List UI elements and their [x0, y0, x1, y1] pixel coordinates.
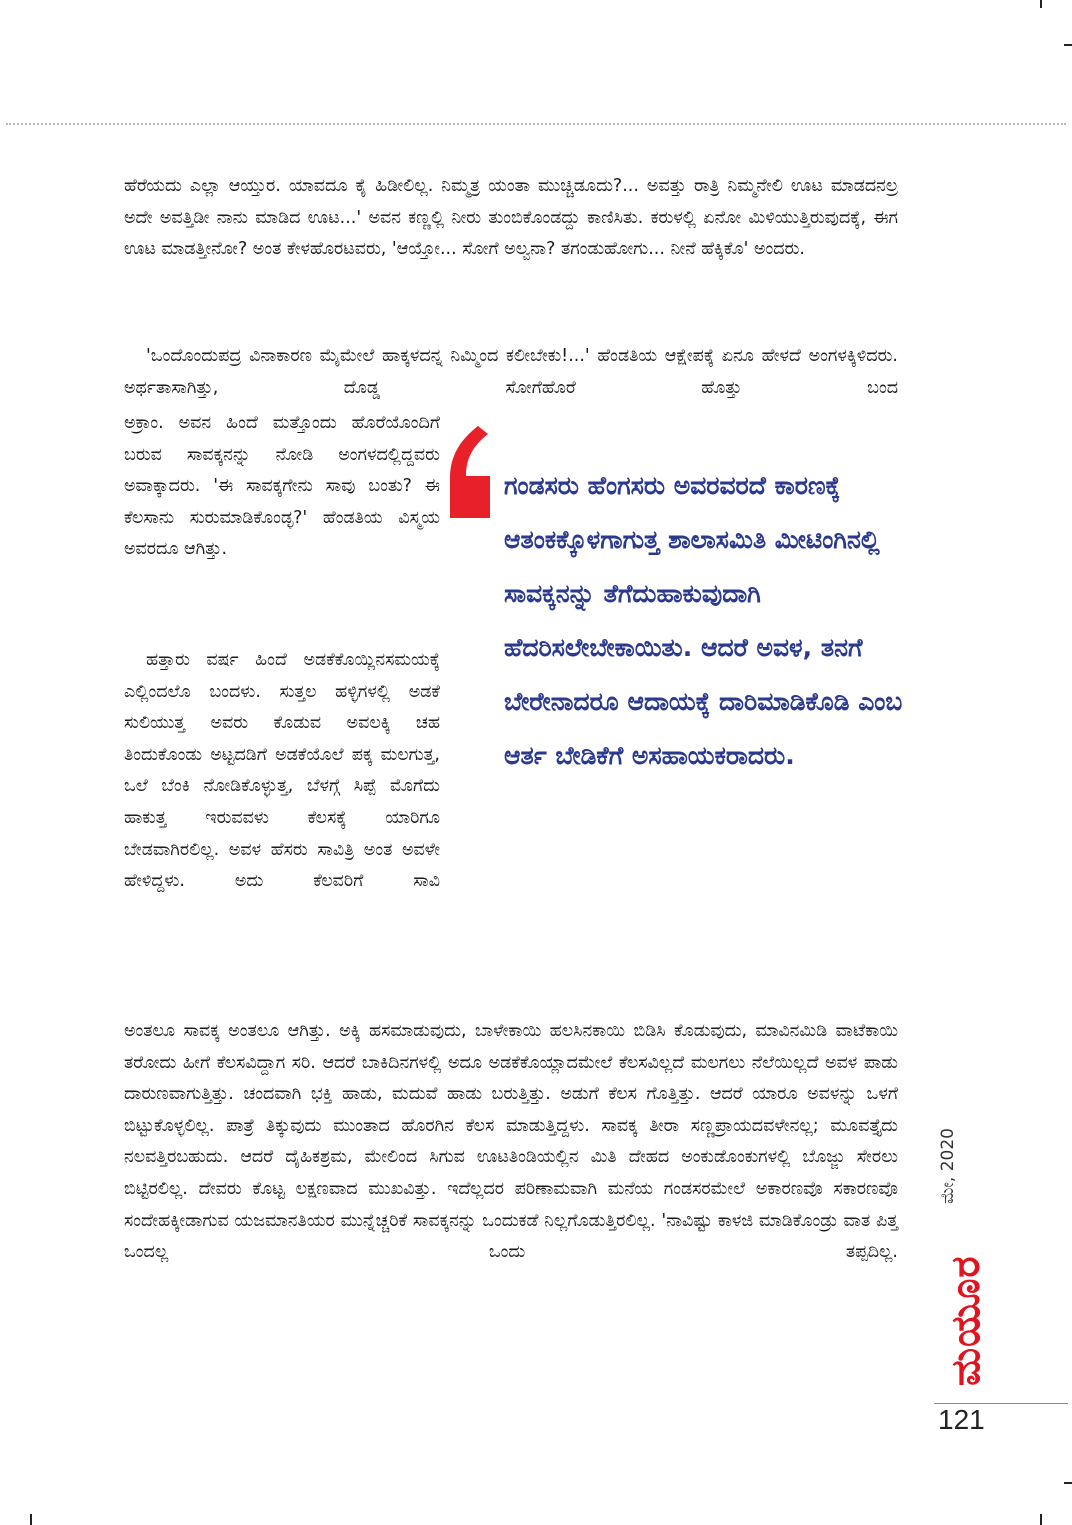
header-dotted-rule [6, 123, 1066, 125]
issue-date: ಮೇ, 2020 [938, 1128, 958, 1204]
quote-mark-icon [448, 426, 492, 518]
article-paragraph-4: ಹತ್ತಾರು ವರ್ಷ ಹಿಂದೆ ಅಡಕೆಕೊಯ್ಲಿನಸಮಯಕ್ಕೆ ಎಲ್ಲಿಂದಲೊ ಬಂದಳು. ಸುತ್ತಲ ಹಳ್ಳಿಗಳಲ್ಲಿ ಅಡಕೆ ಸುಲಿಯುತ್ತ ಅವರು ಕೊಡುವ ಅವಲಕ್ಕಿ ಚಹ ತಿಂದುಕೊಂಡು ಅಟ್ಟದಡಿಗೆ ಅಡಕೆಯೊಲೆ ಪಕ್ಕ ಮಲಗುತ್ತ, ಒಲೆ ಬೆಂಕಿ ನೋಡಿಕೊಳ್ಳುತ್ತ, ಬೆಳಗ್ಗೆ ಸಿಪ್ಪೆ ಮೊಗೆದು ಹಾಕುತ್ತ ಇರುವವಳು ಕೆಲಸಕ್ಕೆ ಯಾರಿಗೂ ಬೇಡವಾಗಿರಲಿಲ್ಲ. ಅವಳ ಹೆಸರು ಸಾವಿತ್ರಿ ಅಂತ ಅವಳೇ ಹೇಳಿದ್ದಳು. ಅದು ಕೆಲವರಿಗೆ ಸಾವಿ [124, 650, 440, 892]
page-number: 121 [938, 1404, 985, 1435]
pull-quote: ಗಂಡಸರು ಹೆಂಗಸರು ಅವರವರದೆ ಕಾರಣಕ್ಕೆ ಆತಂಕಕ್ಕೊಳಗಾಗುತ್ತ ಶಾಲಾಸಮಿತಿ ಮೀಟಿಂಗಿನಲ್ಲಿ ಸಾವಕ್ಕನನ್ನು ತೆಗೆದುಹಾಕುವುದಾಗಿ ಹೆದರಿಸಲೇಬೇಕಾಯಿತು. ಆದರೆ ಅವಳ, ತನಗೆ ಬೇರೇನಾದರೂ ಆದಾಯಕ್ಕೆ ದಾರಿಮಾಡಿಕೊಡಿ ಎಂಬ ಆರ್ತ ಬೇಡಿಕೆಗೆ ಅಸಹಾಯಕರಾದರು. [504, 471, 903, 770]
article-paragraph-1: ಹೆರೆಯದು ಎಲ್ಲಾ ಆಯ್ತುರ. ಯಾವದೂ ಕೈ ಹಿಡೀಲಿಲ್ಲ. ನಿಮ್ಮತ್ರ ಯಂತಾ ಮುಚ್ಚಿಡೂದು?... ಅವತ್ತು ರಾತ್ರಿ ನಿಮ್ಮನೇಲಿ ಊಟ ಮಾಡದನಲ್ರ ಅದೇ ಅವತ್ತಿಡೀ ನಾನು ಮಾಡಿದ ಊಟ...' ಅವನ ಕಣ್ಣಲ್ಲಿ ನೀರು ತುಂಬಿಕೊಂಡದ್ದು ಕಾಣಿಸಿತು. ಕರುಳಲ್ಲಿ ಏನೋ ಮಿಳಿಯುತ್ತಿರುವುದಕ್ಕೆ, ಈಗ ಊಟ ಮಾಡತ್ತೀನೋ? ಅಂತ ಕೇಳಹೊರಟವರು, 'ಆಯ್ತೋ... ಸೋಗೆ ಅಲ್ವನಾ? ತಗಂಡುಹೋಗು... ನೀನೆ ಹೆಕ್ಕಿಕೊ' ಅಂದರು. [124, 176, 898, 260]
article-paragraph-3: ಅಕ್ರಾಂ. ಅವನ ಹಿಂದೆ ಮತ್ತೊಂದು ಹೊರೆಯೊಂದಿಗೆ ಬರುವ ಸಾವಕ್ಕನನ್ನು ನೋಡಿ ಅಂಗಳದಲ್ಲಿದ್ದವರು ಅವಾಕ್ಕಾದರು. 'ಈ ಸಾವಕ್ಕಗೇನು ಸಾವು ಬಂತು? ಈ ಕೆಲಸಾನು ಸುರುಮಾಡಿಕೊಂಡ್ಳ?' ಹೆಂಡತಿಯ ವಿಸ್ಮಯ ಅವರದೂ ಆಗಿತ್ತು. [124, 413, 440, 560]
magazine-logo: ಮಯೂರ [942, 1255, 989, 1386]
crop-mark-bottom-left [30, 1514, 32, 1525]
crop-mark-top-right [1040, 0, 1042, 8]
crop-mark-top-right-side [1064, 44, 1072, 46]
magazine-masthead [912, 1196, 992, 1386]
crop-mark-bottom-right [1040, 1514, 1042, 1525]
article-paragraph-5: ಅಂತಲೂ ಸಾವಕ್ಕ ಅಂತಲೂ ಆಗಿತ್ತು. ಅಕ್ಕಿ ಹಸಮಾಡುವುದು, ಬಾಳೇಕಾಯಿ ಹಲಸಿನಕಾಯಿ ಬಿಡಿಸಿ ಕೊಡುವುದು, ಮಾವಿನಮಿಡಿ ವಾಟೆಕಾಯಿ ತರೋದು ಹೀಗೆ ಕೆಲಸವಿದ್ದಾಗ ಸರಿ. ಆದರೆ ಬಾಕಿದಿನಗಳಲ್ಲಿ ಅದೂ ಅಡಕೆಕೊಯ್ಲಾದಮೇಲೆ ಕೆಲಸವಿಲ್ಲದೆ ಮಲಗಲು ನೆಲೆಯಿಲ್ಲದೆ ಅವಳ ಪಾಡು ದಾರುಣವಾಗುತ್ತಿತ್ತು. ಚಂದವಾಗಿ ಭಕ್ತಿ ಹಾಡು, ಮದುವೆ ಹಾಡು ಬರುತ್ತಿತ್ತು. ಅಡುಗೆ ಕೆಲಸ ಗೊತ್ತಿತ್ತು. ಆದರೆ ಯಾರೂ ಅವಳನ್ನು ಒಳಗೆ ಬಿಟ್ಟುಕೊಳ್ಳಲಿಲ್ಲ. ಪಾತ್ರೆ ತಿಕ್ಕುವುದು ಮುಂತಾದ ಹೊರಗಿನ ಕೆಲಸ ಮಾಡುತ್ತಿದ್ದಳು. ಸಾವಕ್ಕ ತೀರಾ ಸಣ್ಣಪ್ರಾಯದವಳೇನಲ್ಲ; ಮೂವತ್ತೈದು ನಲವತ್ತಿರಬಹುದು. ಆದರೆ ದೈಹಿಕಶ್ರಮ, ಮೇಲಿಂದ ಸಿಗುವ ಊಟತಿಂಡಿಯಲ್ಲಿನ ಮಿತಿ ದೇಹದ ಅಂಕುಡೊಂಕುಗಳಲ್ಲಿ ಬೊಜ್ಜು ಸೇರಲು ಬಿಟ್ಟಿರಲಿಲ್ಲ. ದೇವರು ಕೊಟ್ಟ ಲಕ್ಷಣವಾದ ಮುಖವಿತ್ತು. ಇದೆಲ್ಲದರ ಪರಿಣಾಮವಾಗಿ ಮನೆಯ ಗಂಡಸರಮೇಲೆ ಅಕಾರಣವೊ ಸಕಾರಣವೊ ಸಂದೇಹಕ್ಕೀಡಾಗುವ ಯಜಮಾನತಿಯರ ಮುನ್ನೆಚ್ಚರಿಕೆ ಸಾವಕ್ಕನನ್ನು ಒಂದುಕಡೆ ನಿಲ್ಲಗೊಡುತ್ತಿರಲಿಲ್ಲ. 'ನಾವಿಷ್ಟು ಕಾಳಜಿ ಮಾಡಿಕೊಂಡ್ರು ವಾತ ಪಿತ್ತ ಒಂದಲ್ಲ ಒಂದು ತಪ್ಪದಿಲ್ಲ. [124, 1021, 898, 1263]
article-paragraph-2: 'ಒಂದೊಂದುಪದ್ರ ವಿನಾಕಾರಣ ಮೈಮೇಲೆ ಹಾಕ್ಕಳದನ್ನ ನಿಮ್ಮಿಂದ ಕಲೀಬೇಕು!...' ಹೆಂಡತಿಯ ಆಕ್ಷೇಪಕ್ಕೆ ಏನೂ ಹೇಳದೆ ಅಂಗಳಕ್ಕಿಳಿದರು. ಅರ್ಥತಾಸಾಗಿತ್ತು, ದೊಡ್ಡ ಸೋಗೆಹೊರೆ ಹೊತ್ತು ಬಂದ [124, 346, 898, 398]
crop-mark-bottom-right-side [1064, 1482, 1072, 1484]
